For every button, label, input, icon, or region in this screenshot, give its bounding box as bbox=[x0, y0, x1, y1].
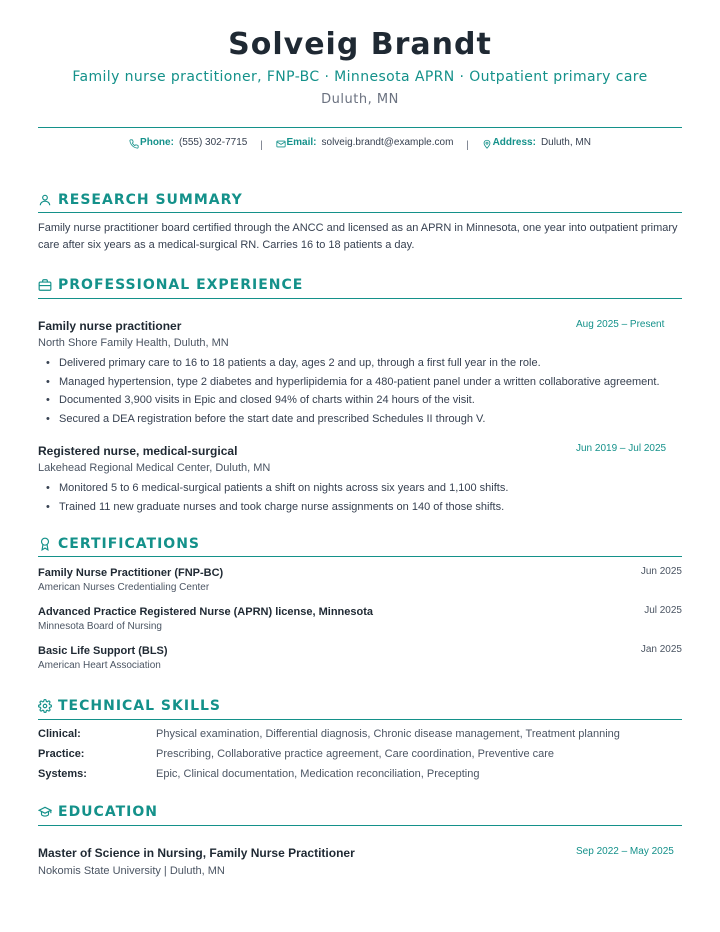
experience-divider bbox=[38, 298, 682, 299]
skill-category: Practice: bbox=[38, 748, 85, 760]
cert-issuer: American Nurses Credentialing Center bbox=[38, 582, 210, 593]
job-bullet: • Documented 3,900 visits in Epic and closed 94% of charts within 24 hours of the visit. bbox=[46, 393, 686, 412]
cert-date: Jul 2025 bbox=[644, 605, 682, 616]
candidate-location: Duluth, MN bbox=[321, 92, 399, 107]
job-bullet: • Monitored 5 to 6 medical-surgical patients a shift on nights across six years and 1,100 shifts. bbox=[46, 481, 686, 500]
cert-issuer: American Heart Association bbox=[38, 660, 161, 671]
skill-values: Prescribing, Collaborative practice agreement, Care coordination, Preventive care bbox=[156, 748, 555, 760]
email-value[interactable]: solveig.brandt@example.com bbox=[321, 137, 454, 148]
contact-separator: | bbox=[466, 140, 469, 151]
gear-icon bbox=[38, 699, 52, 713]
experience-heading: PROFESSIONAL EXPERIENCE bbox=[58, 277, 304, 293]
summary-text: Family nurse practitioner board certified through the ANCC and licensed as an APRN in Minnesota, one year into outpatient primary care after six years as a medical-surgical RN. Carries 16 to 18 patients a day. bbox=[38, 222, 678, 251]
contact-email bbox=[276, 136, 454, 150]
phone-icon bbox=[129, 139, 139, 149]
cert-issuer: Minnesota Board of Nursing bbox=[38, 621, 162, 632]
section-title-summary bbox=[38, 191, 243, 209]
job-bullets bbox=[46, 356, 686, 431]
education-school: Nokomis State University | Duluth, MN bbox=[38, 865, 225, 877]
job-organization: North Shore Family Health, Duluth, MN bbox=[38, 337, 229, 349]
skills-divider bbox=[38, 719, 682, 720]
job-bullet: • Trained 11 new graduate nurses and took charge nurse assignments on 140 of those shifts. bbox=[46, 500, 686, 519]
address-label: Address: bbox=[492, 137, 536, 148]
contact-separator: | bbox=[260, 140, 263, 151]
certifications-divider bbox=[38, 556, 682, 557]
certifications-heading: CERTIFICATIONS bbox=[58, 536, 201, 552]
job-dates: Aug 2025 – Present bbox=[576, 319, 665, 330]
job-bullets bbox=[46, 481, 686, 518]
header-divider bbox=[38, 127, 682, 128]
summary-divider bbox=[38, 212, 682, 213]
candidate-name: Solveig Brandt bbox=[228, 27, 492, 62]
person-icon bbox=[38, 193, 52, 207]
skill-values: Physical examination, Differential diagnosis, Chronic disease management, Treatment planning bbox=[156, 728, 620, 740]
job-title: Family nurse practitioner bbox=[38, 319, 182, 333]
education-degree: Master of Science in Nursing, Family Nurse Practitioner bbox=[38, 846, 355, 860]
envelope-icon bbox=[276, 139, 286, 149]
phone-label: Phone: bbox=[140, 137, 174, 148]
job-organization: Lakehead Regional Medical Center, Duluth, MN bbox=[38, 462, 271, 474]
section-title-experience bbox=[38, 276, 303, 294]
contact-bar bbox=[0, 136, 720, 153]
map-pin-icon bbox=[482, 139, 492, 149]
job-bullet: • Secured a DEA registration before the start date and prescribed Schedules II through V. bbox=[46, 412, 686, 431]
award-ribbon-icon bbox=[38, 537, 52, 551]
summary-heading: RESEARCH SUMMARY bbox=[58, 192, 243, 208]
education-heading: EDUCATION bbox=[58, 804, 158, 820]
address-value: Duluth, MN bbox=[540, 137, 591, 148]
cert-name: Basic Life Support (BLS) bbox=[38, 645, 168, 657]
job-bullet: • Delivered primary care to 16 to 18 patients a day, ages 2 and up, through a first full year in the role. bbox=[46, 356, 686, 375]
education-divider bbox=[38, 825, 682, 826]
section-title-education bbox=[38, 803, 158, 821]
section-title-skills bbox=[38, 697, 221, 715]
skill-values: Epic, Clinical documentation, Medication reconciliation, Precepting bbox=[156, 768, 480, 780]
job-dates: Jun 2019 – Jul 2025 bbox=[576, 443, 667, 454]
email-label: Email: bbox=[286, 137, 317, 148]
skill-category: Systems: bbox=[38, 768, 87, 780]
contact-phone bbox=[129, 136, 247, 150]
cert-date: Jan 2025 bbox=[640, 644, 682, 655]
cert-name: Family Nurse Practitioner (FNP-BC) bbox=[38, 567, 224, 579]
job-bullet: • Managed hypertension, type 2 diabetes and hyperlipidemia for a 480-patient panel under a written collaborative agreement. bbox=[46, 375, 686, 394]
job-title: Registered nurse, medical-surgical bbox=[38, 444, 238, 458]
phone-value[interactable]: (555) 302-7715 bbox=[178, 137, 248, 148]
cert-date: Jun 2025 bbox=[640, 566, 682, 577]
candidate-headline: Family nurse practitioner, FNP-BC · Minnesota APRN · Outpatient primary care bbox=[72, 69, 648, 85]
graduation-cap-icon bbox=[38, 805, 52, 819]
section-title-certifications bbox=[38, 535, 200, 553]
skills-heading: TECHNICAL SKILLS bbox=[58, 698, 221, 714]
skill-category: Clinical: bbox=[38, 728, 81, 740]
briefcase-icon bbox=[38, 278, 52, 292]
contact-address bbox=[482, 136, 591, 150]
education-dates: Sep 2022 – May 2025 bbox=[576, 846, 674, 857]
resume-header bbox=[0, 0, 720, 108]
cert-name: Advanced Practice Registered Nurse (APRN) license, Minnesota bbox=[38, 606, 373, 618]
